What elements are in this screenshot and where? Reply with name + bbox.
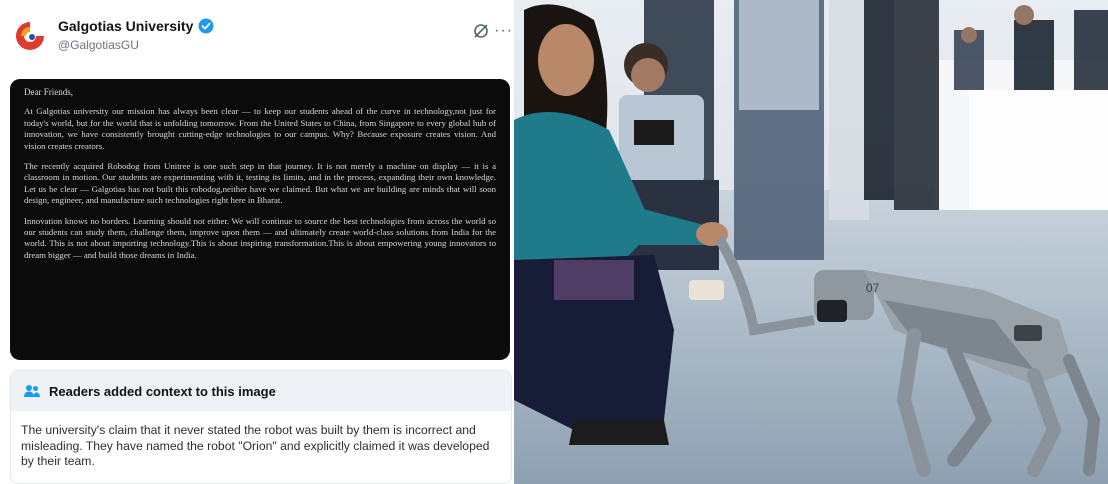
letter-paragraph-2: The recently acquired Robodog from Unitree is one such step in that journey. It is not merely a machine on display — it is a classroom in motion. Our students are experimenting with it, testing its limits, and in the process, expanding their own knowledge. Let us be clear — Galgotias has not built this robodog,neither have we claimed. But what we are building are minds that will soon design, engineer, and manufacture such technologies right here in Bharat. bbox=[24, 161, 496, 206]
more-icon[interactable]: ··· bbox=[494, 22, 513, 39]
community-note bbox=[10, 370, 512, 484]
letter-paragraph-3: Innovation knows no borders. Learning should not either. We will continue to source the best technologies from across the world so our students can study them, challenge them, improve upon them — and ultimately create world-class solutions from India for the world. This is not about importing technology.This is about inspiring transformation.This is about empowering young innovators to dream bigger — and build those dreams in India. bbox=[24, 215, 496, 260]
social-post bbox=[0, 0, 514, 484]
letter-paragraph-1: At Galgotias university our mission has always been clear — to keep our students ahead of the curve in technology,not just for today's world, but for the world that is unfolding tomorrow. From the United States to China, from Singapore to every global hub of innovation, we have consistently brought cutting-edge technologies to our campus. Why? Because exposure creates vision. And vision creates creators. bbox=[24, 106, 496, 151]
photo-illustration bbox=[514, 0, 1108, 484]
post-header bbox=[8, 10, 513, 56]
community-note-header bbox=[11, 371, 511, 411]
letter-salutation: Dear Friends, bbox=[24, 87, 73, 97]
robot-label: 07 bbox=[866, 281, 880, 295]
verified-badge-icon bbox=[198, 18, 214, 34]
community-note-body: The university's claim that it never stated the robot was built by them is incorrect and misleading. They have named the robot "Orion" and explicitly claimed it was developed by their team. bbox=[21, 423, 490, 469]
account-name[interactable]: Galgotias University bbox=[58, 18, 194, 34]
people-icon bbox=[23, 383, 41, 399]
post-image-letter[interactable] bbox=[10, 79, 510, 360]
community-note-title: Readers added context to this image bbox=[49, 384, 276, 399]
university-logo-avatar[interactable] bbox=[12, 18, 48, 54]
event-photo[interactable] bbox=[514, 0, 1108, 484]
grok-icon[interactable] bbox=[472, 22, 490, 40]
account-handle[interactable]: @GalgotiasGU bbox=[58, 38, 139, 52]
